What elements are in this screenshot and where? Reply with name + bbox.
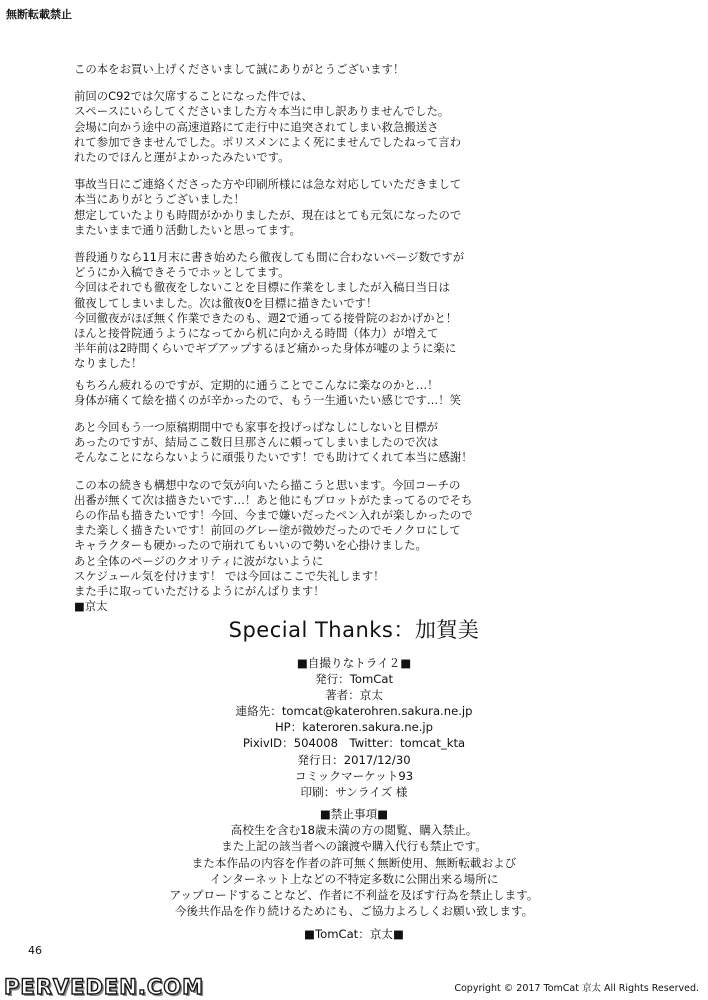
text-line: あったのですが、結局ここ数日旦那さんに頼ってしまいましたので次は [74, 435, 439, 450]
afterword-paragraph-7 [74, 478, 634, 615]
colophon-date: 発行日：2017/12/30 [297, 752, 411, 767]
notice-line: また上記の該当者への譲渡や購入代行も禁止です。 [221, 839, 487, 854]
notice-line: 今後共作品を作り続けるためにも、ご協力よろしくお願い致します。 [174, 904, 534, 919]
afterword-paragraph-6 [74, 420, 634, 466]
text-line: この本をお買い上げくださいまして誠にありがとうございます！ [74, 62, 405, 76]
text-line: どうにか入稿できそうでホッとしてます。 [74, 265, 290, 280]
afterword-paragraph-5 [74, 378, 634, 408]
colophon-title: ■自撮りなトライ２■ [296, 656, 412, 670]
text-line: スケジュール気を付けます！ では今回はここで失礼します！ [74, 568, 385, 583]
text-line: 本当にありがとうございました！ [74, 192, 245, 207]
colophon-publisher: 発行：TomCat [314, 672, 394, 687]
colophon-homepage: HP：kateroren.sakura.ne.jp [274, 720, 434, 735]
copyright-notice: Copyright © 2017 TomCat 京太 All Rights Reserved. [454, 983, 699, 994]
text-line: れて参加できませんでした。ポリスメンによく死にませんでしたねって言わ [74, 134, 462, 149]
text-line: もちろん疲れるのですが、定期的に通うことでこんなに楽なのかと…！ [74, 377, 439, 392]
text-line: スペースにいらしてくださいました方々本当に申し訳ありませんでした。 [74, 104, 450, 119]
page-number: 46 [28, 944, 42, 957]
afterword-paragraph-1 [74, 62, 634, 77]
prohibited-items [0, 806, 708, 919]
afterword-text [74, 62, 634, 627]
no-reprint-label: 無断転載禁止 [6, 8, 72, 21]
text-line: なりました！ [74, 356, 143, 371]
text-line: 会場に向かう途中の高速道路にて走行中に追突されてしまい救急搬送さ [74, 119, 439, 134]
text-line: また楽しく描きたいです！前回のグレー塗が微妙だったのでモノクロにして [74, 523, 461, 538]
site-watermark: PERVEDEN.COM [4, 975, 204, 999]
circle-signature: ■TomCat：京太■ [304, 927, 404, 941]
text-line: またいままで通り活動したいと思ってます。 [74, 222, 301, 237]
author-signoff: ■京太 [74, 599, 108, 614]
text-line: 半年前は2時間くらいでギブアップするほど痛かった身体が嘘のように楽に [74, 341, 457, 356]
special-thanks-heading: Special Thanks：加賀美 [228, 618, 480, 642]
text-line: 想定していたよりも時間がかかりましたが、現在はとても元気になったので [74, 207, 462, 222]
colophon-event: コミックマーケット93 [294, 768, 414, 783]
colophon-author: 著者：京太 [325, 688, 383, 703]
text-line: そんなことにならないように頑張りたいです！でも助けてくれて本当に感謝！ [74, 450, 473, 465]
colophon-contact: 連絡先：tomcat@katerohren.sakura.ne.jp [235, 704, 473, 719]
text-line: 事故当日にご連絡くださった方や印刷所様には急な対応していただきまして [74, 177, 462, 192]
notice-line: インターネット上などの不特定多数に公開出来る場所に [209, 871, 499, 886]
notice-line: 高校生を含む18歳未満の方の閲覧、購入禁止。 [230, 823, 478, 838]
text-line: ほんと接骨院通うようになってから机に向かえる時間（体力）が増えて [74, 326, 439, 341]
afterword-paragraph-2 [74, 89, 634, 165]
text-line: この本の続きも構想中なので気が向いたら描こうと思います。今回コーチの [74, 477, 461, 492]
text-line: 普段通りなら11月末に書き始めたら徹夜しても間に合わないページ数ですが [74, 250, 465, 265]
text-line: あと今回もう一つ原稿期間中でも家事を投げっぱなしにしないと目標が [74, 420, 438, 435]
text-line: 徹夜してしまいました。次は徹夜0を目標に描きたいです！ [74, 295, 378, 310]
notice-line: アップロードすることなど、作者に不利益を及ぼす行為を禁止します。 [169, 888, 539, 903]
text-line: 身体が痛くて絵を描くのが辛かったので、もう一生通いたい感じです…！笑 [74, 392, 462, 407]
text-line: キャラクターも硬かったので崩れてもいいので勢いを心掛けました。 [74, 538, 427, 553]
text-line: 今回徹夜がほぼ無く作業できたのも、週2で通ってる接骨院のおかげかと！ [74, 310, 458, 325]
text-line: れたのでほんと運がよかったみたいです。 [74, 150, 290, 165]
colophon-printer: 印刷：サンライズ 様 [300, 784, 408, 799]
text-line: 今回はそれでも徹夜をしないことを目標に作業をしましたが入稿日当日は [74, 280, 450, 295]
text-line: 出番が無くて次は描きたいです…！あと他にもプロットがたまってるのでそち [74, 492, 473, 507]
prohibited-heading: ■禁止事項■ [319, 807, 389, 821]
notice-line: また本作品の内容を作者の許可無く無断使用、無断転載および [191, 855, 517, 870]
colophon [0, 655, 708, 800]
colophon-social: PixivID：504008 Twitter：tomcat_kta [242, 736, 466, 751]
text-line: 前回のC92では欠席することになった件では、 [74, 89, 313, 104]
text-line: また手に取っていただけるようにがんばります！ [74, 584, 325, 599]
text-line: あと全体のページのクオリティに波がないように [74, 553, 324, 568]
afterword-paragraph-4 [74, 250, 634, 372]
text-line: らの作品も描きたいです！今回、今まで嫌いだったペン入れが楽しかったので [74, 508, 473, 523]
afterword-paragraph-3 [74, 177, 634, 238]
